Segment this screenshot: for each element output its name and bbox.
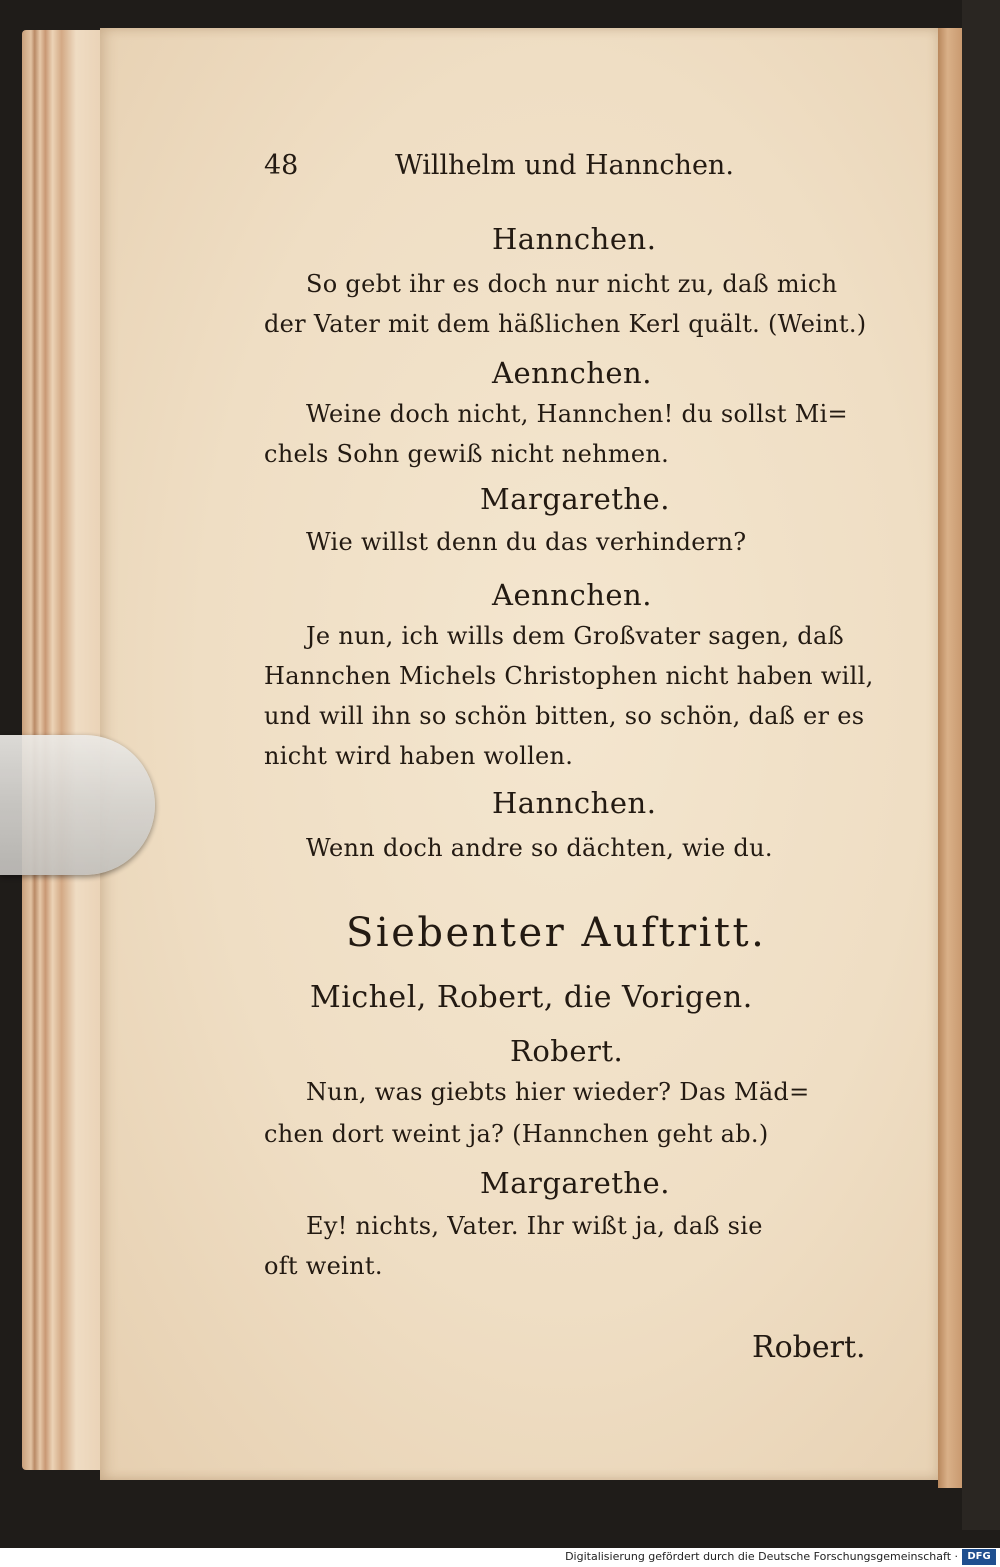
speech-line: chels Sohn gewiß nicht nehmen. xyxy=(264,440,670,468)
facing-page-shadow xyxy=(962,0,1000,1530)
scene-cast: Michel, Robert, die Vorigen. xyxy=(310,980,753,1015)
speaker-name: Robert. xyxy=(510,1034,624,1068)
footer-credit: Digitalisierung gefördert durch die Deutsche Forschungsgemeinschaft · xyxy=(565,1550,958,1563)
page-number: 48 xyxy=(264,150,299,181)
speaker-name: Aennchen. xyxy=(492,578,652,612)
catchword: Robert. xyxy=(752,1330,866,1365)
speech-line: nicht wird haben wollen. xyxy=(264,742,574,770)
speaker-name: Margarethe. xyxy=(480,482,670,516)
book-spine-edge xyxy=(938,28,962,1488)
speech-line: oft weint. xyxy=(264,1252,383,1280)
speech-line: und will ihn so schön bitten, so schön, daß er es xyxy=(264,702,865,730)
speech-line: Je nun, ich wills dem Großvater sagen, daß xyxy=(306,622,844,650)
speech-line: Hannchen Michels Christophen nicht haben will, xyxy=(264,662,874,690)
speech-line: der Vater mit dem häßlichen Kerl quält. (Weint.) xyxy=(264,310,867,338)
speech-line: Weine doch nicht, Hannchen! du sollst Mi= xyxy=(306,400,848,428)
speaker-name: Margarethe. xyxy=(480,1166,670,1200)
speech-line: Ey! nichts, Vater. Ihr wißt ja, daß sie xyxy=(306,1212,763,1240)
speech-line: Nun, was giebts hier wieder? Das Mäd= xyxy=(306,1078,810,1106)
scene-title: Siebenter Auftritt. xyxy=(346,910,767,956)
running-head: Willhelm und Hannchen. xyxy=(395,150,734,181)
speech-line: chen dort weint ja? (Hannchen geht ab.) xyxy=(264,1120,769,1148)
page-clip xyxy=(0,735,155,875)
dfg-logo: DFG xyxy=(962,1549,996,1565)
speaker-name: Hannchen. xyxy=(492,786,657,820)
speaker-name: Aennchen. xyxy=(492,356,652,390)
speech-line: So gebt ihr es doch nur nicht zu, daß mich xyxy=(306,270,838,298)
speech-line: Wenn doch andre so dächten, wie du. xyxy=(306,834,773,862)
speech-line: Wie willst denn du das verhindern? xyxy=(306,528,747,556)
speaker-name: Hannchen. xyxy=(492,222,657,256)
